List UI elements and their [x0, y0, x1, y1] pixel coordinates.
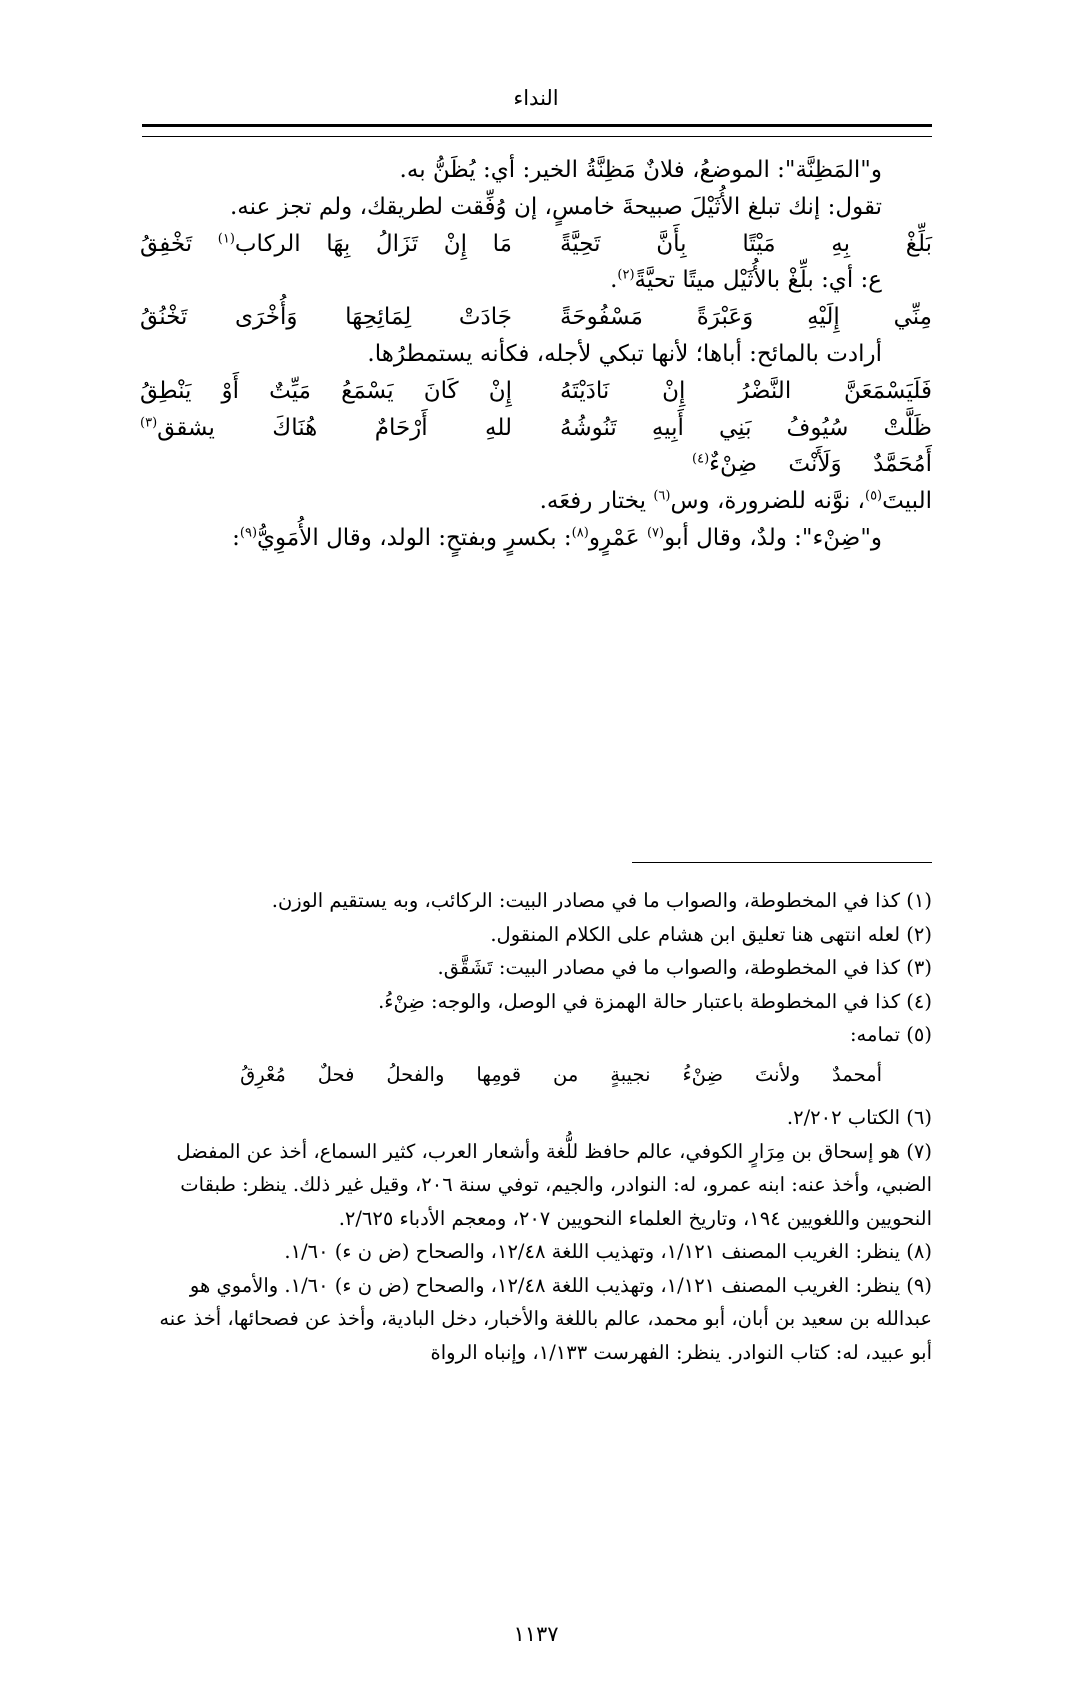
verse-line	[140, 410, 932, 447]
verse-word: أَرْحَامٌ	[374, 414, 428, 441]
footnote: (٩) ينظر: الغريب المصنف ١/١٢١، وتهذيب اللغة ١٢/٤٨، والصحاح (ض ن ء) ١/٦٠. والأموي هو عبدالله بن سعيد بن أبان، أبو محمد، عالم باللغة والأخبار، دخل البادية، وأخذ عن فصحائها، أخذ عنه أبو عبيد، له: كتاب النوادر. ينظر: الفهرست ١/١٣٣، وإنباه الرواة	[159, 1273, 932, 1364]
verse-word: تَزَالُ	[375, 230, 419, 257]
verse-hemistich-first	[560, 299, 932, 336]
footnote: (٤) كذا في المخطوطة باعتبار حالة الهمزة في الوصل، والوجه: ضِنْءُ.	[378, 989, 932, 1013]
verse-word: والفحلُ	[386, 1062, 445, 1086]
verse-word: هُنَاكَ	[272, 414, 318, 441]
verse-word: بِهِ	[831, 230, 850, 257]
footnote-ref: (٨)	[571, 525, 589, 541]
verse-word: لِمَائِحِهَا	[345, 304, 412, 331]
footnote: (١) كذا في المخطوطة، والصواب ما في مصادر البيت: الركائب، وبه يستقيم الوزن.	[271, 889, 932, 912]
verse-word: إِنْ	[662, 377, 686, 404]
verse-word: أَبِيهِ	[651, 414, 684, 441]
verse-word: بَنِي	[718, 414, 752, 441]
footnote-ref: (٣)	[140, 414, 158, 430]
verse-hemistich-second	[140, 373, 512, 410]
running-header: النداء	[513, 86, 559, 110]
verse-line	[140, 226, 932, 263]
verse-word: وَأُخْرَى	[235, 304, 298, 331]
footnote-ref: (٧)	[646, 525, 665, 541]
verse-word: من	[553, 1062, 579, 1086]
verse-word: بِهَا	[326, 230, 351, 257]
verse-line	[140, 446, 932, 483]
footnotes	[140, 884, 932, 1369]
verse-word: مَيِّتٌ	[269, 377, 312, 404]
header-rule-thin	[142, 136, 932, 137]
footnote-ref: (٤)	[692, 451, 710, 467]
verse-word: تَحِيَّةً	[560, 230, 601, 257]
verse-hemistich-first	[560, 226, 932, 263]
verse-hemistich-first	[560, 410, 932, 447]
verse-word: مِنِّي	[893, 304, 932, 331]
verse-word: إِنْ	[443, 230, 468, 257]
verse-hemistich-second	[140, 226, 512, 263]
text-line: البيتَ$^{(٥)}$، نوَّنه للضرورة، وس$^{(٦)}$ يختار رفعَه.	[539, 488, 932, 515]
verse-line	[140, 299, 932, 336]
verse-word: فَلَيَسْمَعَنَّ	[844, 377, 932, 404]
text-line: و"ضِنْء": ولدٌ، وقال أبو$^{(٧)}$ عَمْرٍو$^{(٨)}$: بكسرٍ وبفتحٍ: الولد، وقال الأُمَوِيُّ$^{(٩)}$:	[232, 524, 882, 551]
verse-line	[140, 373, 932, 410]
verse-word: يَسْمَعُ	[341, 377, 394, 404]
verse-word: ضِنْءٌ	[709, 451, 757, 478]
text-line: تقول: إنك تبلغ الأُثَيْلَ صبيحةَ خامسٍ، إن وُفِّقت لطريقك، ولم تجز عنه.	[230, 193, 882, 220]
footnote-ref: (٥)	[864, 488, 883, 504]
verse-word: بِأَنَّ	[656, 230, 687, 257]
verse-hemistich-first	[692, 446, 932, 483]
verse-word: تَخْنُقُ	[140, 304, 188, 331]
verse-hemistich-first	[560, 373, 932, 410]
main-text	[140, 152, 932, 557]
verse-word: نَادَيْتَهُ	[560, 377, 610, 404]
footnote: (٨) ينظر: الغريب المصنف ١/١٢١، وتهذيب اللغة ١٢/٤٨، والصحاح (ض ن ء) ١/٦٠.	[284, 1240, 932, 1264]
verse-hemistich-second	[140, 410, 512, 447]
verse-word: ظَلَّتْ	[883, 414, 932, 441]
verse-word: للهِ	[485, 414, 512, 441]
verse-word: إِنْ	[488, 377, 512, 404]
text-line: ع: أي: بلِّغْ بالأُثَيْل ميتًا تحيَّةً$^{(٢)}$.	[610, 267, 882, 294]
footnote-verse	[140, 1052, 932, 1102]
page-number: ١١٣٧	[513, 1622, 559, 1646]
verse-word: سُيُوفُ	[786, 414, 849, 441]
verse-word: أَوْ	[221, 377, 240, 404]
verse-word: أمحمدٌ	[832, 1062, 882, 1086]
verse-word: مُعْرِقُ	[240, 1062, 286, 1086]
verse-word: ضِنْءُ	[682, 1062, 724, 1086]
verse-word: إِلَيْهِ	[807, 304, 840, 331]
footnote: (٢) لعله انتهى هنا تعليق ابن هشام على الكلام المنقول.	[490, 922, 932, 946]
footnote: (٥) تمامه:	[849, 1023, 932, 1047]
footnote: (٦) الكتاب ٢/٢٠٢.	[786, 1106, 932, 1130]
footnote-ref: (٩)	[239, 525, 258, 541]
footnote-ref: (٦)	[653, 488, 671, 504]
verse-word: تَخْفِقُ	[140, 230, 193, 257]
header-rule-thick	[142, 124, 932, 127]
footnote: (٧) هو إسحاق بن مِرَارٍ الكوفي، عالم حافظ للُّغة وأشعار العرب، كثير السماع، أخذ عن المفضل الضبي، وأخذ عنه: ابنه عمرو، له: النوادر، والجيم، توفي سنة ٢٠٦، وقيل غير ذلك. ينظر: طبقات النحويين واللغويين ١٩٤، وتاريخ العلماء النحويين ٢٠٧، ومعجم الأدباء ٢/٦٢٥.	[176, 1139, 932, 1230]
verse-word: تَنُوشُهُ	[560, 414, 617, 441]
verse-word: كَانَ	[423, 377, 459, 404]
footnote-separator	[632, 862, 932, 863]
verse-word: الركاب	[234, 230, 301, 257]
verse-word: أَمُحَمَّدٌ	[873, 451, 932, 478]
verse-word: جَادَتْ	[458, 304, 512, 331]
verse-word: مَا	[492, 230, 512, 257]
verse-word: النَّضْرُ	[738, 377, 792, 404]
verse-word: مَيْتًا	[742, 230, 776, 257]
verse-word: وَعَبْرَةً	[696, 304, 754, 331]
verse-word: بَلِّغْ	[905, 230, 932, 257]
verse-word: وَلَأَنْتَ	[788, 451, 842, 478]
verse-hemistich-second	[140, 299, 512, 336]
text-line: أرادت بالمائح: أباها؛ لأنها تبكي لأجله، فكأنه يستمطرُها.	[367, 340, 882, 367]
verse-word: مَسْفُوحَةً	[560, 304, 643, 331]
text-line: و"المَظِنَّة": الموضعُ، فلانٌ مَظِنَّةُ الخير: أي: يُظَنُّ به.	[399, 157, 882, 183]
verse-word: قومِها	[476, 1062, 522, 1086]
verse-word: ولأنتَ	[754, 1062, 801, 1086]
verse-word: نجيبةٍ	[610, 1062, 651, 1086]
footnote-ref: (٢)	[617, 267, 635, 283]
footnote: (٣) كذا في المخطوطة، والصواب ما في مصادر البيت: تَشَقَّق.	[437, 956, 932, 980]
footnote-ref: (١)	[217, 230, 235, 246]
verse-word: يَنْطِقُ	[140, 377, 192, 404]
verse-word: فحلٌ	[317, 1062, 355, 1086]
verse-word: يشقق	[157, 414, 215, 441]
